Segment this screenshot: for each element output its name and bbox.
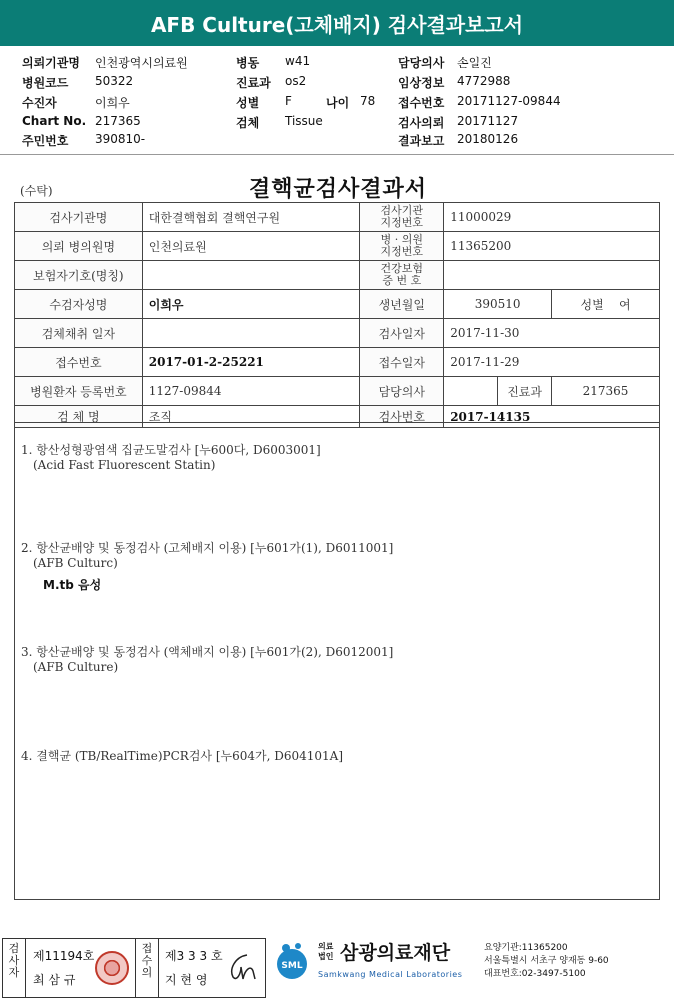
dob-label: 생년월일 (360, 290, 444, 319)
patient-value: 이희우 (95, 96, 130, 110)
doc-table (14, 202, 660, 428)
hospital-code-value: 50322 (95, 74, 134, 88)
sex-cell (552, 290, 660, 319)
contact-line: 대표번호:02-3497-5100 (484, 969, 586, 979)
results-box (14, 422, 660, 900)
hospital-value: 인천광역시의료원 (95, 56, 188, 70)
divider (0, 154, 674, 155)
result-item (21, 643, 393, 674)
logo-text: SML (281, 961, 303, 971)
doc-dept-value: 217365 (552, 377, 660, 406)
result-subtitle: (Acid Fast Fluorescent Statin) (33, 458, 216, 472)
approver-no: 제3 3 3 호 (165, 949, 223, 963)
hospital-code-label: 병원코드 (22, 76, 69, 90)
dept-label: 진료과 (236, 76, 271, 90)
contact-line: 서울특별시 서초구 양재동 9-60 (484, 956, 609, 966)
dept-value: os2 (285, 74, 307, 88)
clinical-label: 임상정보 (398, 76, 445, 90)
rrn-label: 주민번호 (22, 134, 69, 148)
lab-code-value: 11000029 (444, 203, 660, 232)
contact-info (484, 942, 609, 981)
request-value: 20171127 (457, 114, 519, 128)
doc-title: 결핵균검사결과서 (248, 177, 428, 202)
result-title: 4. 결핵균 (TB/RealTime)PCR검사 [누604가, D604101A] (21, 749, 344, 763)
ref-value: 인천의료원 (142, 232, 360, 261)
ref-code-label-2: 지정번호 (380, 245, 424, 258)
reg-label: 병원환자 등록번호 (15, 377, 143, 406)
insurance-value (142, 261, 360, 290)
table-row (15, 319, 660, 348)
patient-label: 수진자 (22, 96, 57, 110)
receipt-value: 20171127-09844 (457, 94, 561, 108)
clinical-value: 4772988 (457, 74, 511, 88)
ward-label: 병동 (236, 56, 260, 70)
chart-value: 217365 (95, 114, 141, 128)
table-row (15, 348, 660, 377)
test-date-label: 검사일자 (360, 319, 444, 348)
doc-dept-label: 진료과 (498, 377, 552, 406)
test-date-value: 2017-11-30 (444, 319, 660, 348)
inspector-name: 최 삼 규 (33, 973, 76, 987)
signature-mark (225, 949, 261, 985)
collect-label: 검체채취 일자 (15, 319, 143, 348)
age-value: 78 (360, 94, 376, 108)
collect-value (142, 319, 360, 348)
dob-value: 390510 (444, 290, 552, 319)
org-prefix-1: 의료 (318, 942, 334, 951)
ward-value: w41 (285, 54, 311, 68)
reg-value: 1127-09844 (142, 377, 360, 406)
report-date-label: 결과보고 (398, 134, 445, 148)
doctor-label: 담당의사 (398, 56, 445, 70)
result-title: 3. 항산균배양 및 동정검사 (액체배지 이용) [누601가(2), D6012001] (21, 645, 394, 659)
test-no-label: 검사번호 (360, 406, 444, 428)
health-label-2: 증 번 호 (382, 274, 422, 287)
signature-box (2, 938, 266, 998)
result-item (21, 539, 393, 593)
inspector-no: 제11194호 (33, 949, 95, 963)
approver-role (138, 943, 156, 979)
lab-code-label (360, 203, 444, 232)
org-prefix (318, 942, 333, 962)
patient-info (0, 48, 674, 152)
request-label: 검사의뢰 (398, 116, 445, 130)
chart-label: Chart No. (22, 114, 87, 128)
seal-stamp (95, 951, 129, 985)
doc-sex-label: 성별 (580, 297, 604, 312)
health-label (360, 261, 444, 290)
footer (0, 936, 674, 1002)
result-item (21, 747, 343, 764)
age-label: 나이 (326, 96, 350, 110)
contact-line: 요양기관:11365200 (484, 943, 568, 953)
lab-code-label-1: 검사기관 (380, 204, 424, 217)
result-subtitle: (AFB Culture) (33, 660, 119, 674)
specimen-label: 검체 (236, 116, 260, 130)
acc-date-label: 접수일자 (360, 348, 444, 377)
ref-label: 의뢰 병의원명 (15, 232, 143, 261)
sex-value: F (285, 94, 292, 108)
approver-role-text: 접 수 의 (141, 942, 153, 979)
doctor-label: 담당의사 (360, 377, 444, 406)
doctor-value: 손일진 (457, 56, 492, 70)
result-title: 1. 항산성형광염색 집균도말검사 [누600다, D6003001] (21, 443, 321, 457)
result-value: M.tb 음성 (43, 578, 102, 592)
org-english-name: Samkwang Medical Laboratories (318, 970, 463, 979)
sml-logo-icon (272, 940, 312, 980)
doctor-value (444, 377, 498, 406)
scanned-document (12, 172, 664, 912)
spec-label: 검 체 명 (15, 406, 143, 428)
org-prefix-2: 법인 (318, 952, 334, 961)
table-row (15, 377, 660, 406)
divider (158, 939, 159, 997)
lab-code-label-2: 지정번호 (380, 216, 424, 229)
inspector-role (5, 943, 23, 979)
insurance-label: 보험자기호(명칭) (15, 261, 143, 290)
lab-label: 검사기관명 (15, 203, 143, 232)
rrn-value: 390810- (95, 132, 146, 146)
name-value: 이희우 (142, 290, 360, 319)
table-row (15, 203, 660, 232)
acc-date-value: 2017-11-29 (444, 348, 660, 377)
report-title: AFB Culture(고체배지) 검사결과보고서 (0, 0, 674, 46)
acc-value: 2017-01-2-25221 (142, 348, 360, 377)
ref-code-label (360, 232, 444, 261)
report-date-value: 20180126 (457, 132, 519, 146)
health-value (444, 261, 660, 290)
result-item (21, 441, 321, 472)
table-row (15, 232, 660, 261)
ref-code-value: 11365200 (444, 232, 660, 261)
sex-label: 성별 (236, 96, 260, 110)
result-title: 2. 항산균배양 및 동정검사 (고체배지 이용) [누601가(1), D6011001] (21, 541, 394, 555)
table-row (15, 290, 660, 319)
ref-code-label-1: 병 · 의원 (380, 233, 423, 246)
divider (135, 939, 136, 997)
test-no-value: 2017-14135 (444, 406, 660, 428)
divider (25, 939, 26, 997)
health-label-1: 건강보험 (380, 262, 424, 275)
lab-value: 대한결핵협회 결핵연구원 (142, 203, 360, 232)
receipt-label: 접수번호 (398, 96, 445, 110)
name-label: 수검자성명 (15, 290, 143, 319)
org-name: 삼광의료재단 (340, 942, 451, 964)
doc-tag: (수탁) (20, 184, 53, 198)
specimen-value: Tissue (285, 114, 323, 128)
inspector-role-text: 검 사 자 (8, 942, 20, 979)
acc-label: 접수번호 (15, 348, 143, 377)
spec-value: 조직 (142, 406, 360, 428)
hospital-label: 의뢰기관명 (22, 56, 80, 70)
doc-sex-value: 여 (618, 297, 631, 312)
table-row (15, 261, 660, 290)
result-subtitle: (AFB Culturc) (33, 556, 118, 570)
approver-name: 지 현 영 (165, 973, 208, 987)
